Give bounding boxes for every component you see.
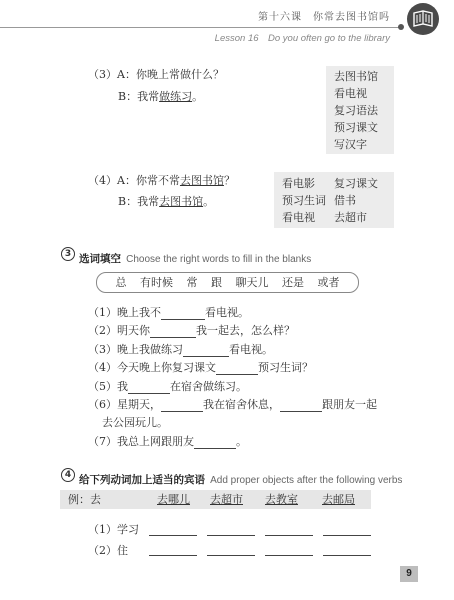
sentence-number: （3） [88, 343, 117, 356]
q3-b-post: 。 [192, 90, 204, 103]
header-rule-dot [398, 24, 404, 30]
sentence-text: 跟朋友一起 [322, 398, 377, 411]
item-verb: 住 [117, 544, 128, 557]
page-number: 9 [400, 566, 418, 582]
q4-b-pre: 我常 [137, 195, 160, 208]
sentence-text: 我总上网跟朋友 [117, 435, 194, 448]
q3-b-label: B： [118, 90, 138, 103]
box1-item: 去图书馆 [334, 70, 378, 83]
sentence-text: 今天晚上你复习课文 [117, 361, 216, 374]
box1-item: 看电视 [334, 87, 367, 100]
box1-item: 预习课文 [334, 121, 378, 134]
box2-row [282, 209, 394, 226]
section-3-number: 3 [61, 247, 75, 261]
answer-blank[interactable] [183, 344, 229, 357]
substitution-box-1 [326, 66, 394, 154]
box1-item: 写汉字 [334, 138, 367, 151]
q3-a-text: 你晚上常做什么？ [135, 68, 224, 81]
section-3-heading [79, 247, 311, 266]
sentence-text: 我 [117, 380, 128, 393]
q4-b-answer: 去图书馆 [159, 195, 204, 208]
q3-number: （3） [88, 68, 117, 81]
sentence-text: 晚上我不 [117, 306, 161, 319]
answer-blank[interactable] [161, 399, 203, 412]
section-4-title-cn: 给下列动词加上适当的宾语 [79, 474, 205, 486]
sentence-text: 预习生词？ [258, 361, 313, 374]
sentence-text: 星期天， [117, 398, 161, 411]
sentence-number: （4） [88, 361, 117, 374]
q4-a-post: ？ [223, 174, 235, 187]
answer-line[interactable] [265, 554, 313, 556]
fill-sentence-4 [88, 359, 313, 375]
sentence-number: （7） [88, 435, 117, 448]
word-bank-item: 聊天儿 [235, 276, 269, 289]
word-bank-item: 有时候 [140, 276, 173, 289]
fill-sentence-1 [88, 304, 249, 320]
word-bank [96, 272, 359, 293]
answer-blank[interactable] [194, 436, 236, 449]
fill-sentence-6 [88, 396, 377, 412]
sentence-text: 在宿舍做练习。 [170, 380, 247, 393]
sentence-text: 看电视。 [205, 306, 249, 319]
fill-sentence-5 [88, 378, 247, 394]
item-verb: 学习 [117, 523, 139, 536]
box2-item: 去超市 [334, 211, 367, 224]
q4-a-pre: 你常不常 [135, 174, 180, 187]
answer-line[interactable] [149, 534, 197, 536]
example-label: 例：去 [68, 493, 101, 506]
answer-line[interactable] [265, 534, 313, 536]
answer-blank[interactable] [280, 399, 322, 412]
sentence-text: 看电视。 [229, 343, 273, 356]
section-4-title-en: Add proper objects after the following verbs [210, 475, 403, 486]
example-bar [60, 490, 371, 509]
box2-item: 看电视 [282, 211, 315, 224]
book-logo-icon [407, 3, 439, 35]
header-rule [0, 27, 401, 28]
q4-b-post: 。 [203, 195, 215, 208]
fill-sentence-6-continued: 去公园玩儿。 [102, 416, 168, 429]
answer-line[interactable] [323, 534, 371, 536]
sentence-text: 我一起去，怎么样？ [196, 324, 295, 337]
substitution-box-2 [274, 172, 394, 228]
verb-item-2 [88, 542, 128, 558]
sentence-text: 。 [236, 435, 247, 448]
q4-b-label: B： [118, 195, 138, 208]
fill-sentence-7 [88, 433, 247, 449]
sentence-number: （1） [88, 306, 117, 319]
example-item: 去邮局 [322, 493, 355, 506]
lesson-title-cn: 第十六课 你常去图书馆吗 [258, 12, 390, 23]
item-number: （2） [88, 544, 117, 557]
section-4-heading [79, 468, 402, 487]
fill-sentence-2 [88, 322, 295, 338]
q3-b-pre: 我常 [137, 90, 160, 103]
answer-line[interactable] [207, 554, 255, 556]
section-3-title-en: Choose the right words to fill in the blanks [126, 254, 312, 265]
q4-line-a [88, 172, 235, 188]
sentence-number: （5） [88, 380, 117, 393]
word-bank-item: 还是 [282, 276, 304, 289]
example-item: 去哪儿 [157, 493, 190, 506]
word-bank-item: 跟 [211, 276, 222, 289]
sentence-number: （2） [88, 324, 117, 337]
answer-line[interactable] [207, 534, 255, 536]
q4-line-b [118, 193, 214, 209]
word-bank-item: 总 [115, 276, 127, 289]
q3-line-a [88, 66, 224, 82]
sentence-text: 明天你 [117, 324, 150, 337]
sentence-text: 我在宿舍休息， [203, 398, 280, 411]
answer-line[interactable] [323, 554, 371, 556]
box2-item: 复习课文 [334, 177, 378, 190]
example-item: 去教室 [265, 493, 298, 506]
section-4-number: 4 [61, 468, 75, 482]
lesson-title-en: Lesson 16 Do you often go to the library [214, 33, 390, 44]
q4-number: （4） [88, 174, 117, 187]
answer-blank[interactable] [150, 325, 196, 338]
word-bank-item: 或者 [317, 276, 340, 289]
answer-blank[interactable] [216, 362, 258, 375]
example-item: 去超市 [210, 493, 243, 506]
q4-a-answer: 去图书馆 [179, 174, 224, 187]
box2-item: 预习生词 [282, 194, 326, 207]
sentence-number: （6） [88, 398, 117, 411]
fill-sentence-3 [88, 341, 273, 357]
item-number: （1） [88, 523, 117, 536]
q3-a-label: A： [117, 68, 136, 81]
sentence-text: 晚上我做练习 [117, 343, 183, 356]
box2-item: 借书 [334, 194, 356, 207]
word-bank-item: 常 [186, 276, 198, 289]
section-3-title-cn: 选词填空 [79, 253, 121, 265]
answer-blank[interactable] [161, 307, 205, 320]
q3-b-answer: 做练习 [159, 90, 193, 103]
verb-item-1 [88, 521, 139, 537]
q3-line-b [118, 88, 203, 104]
box2-item: 看电影 [282, 177, 315, 190]
box2-row [282, 175, 394, 192]
box1-item: 复习语法 [334, 104, 378, 117]
answer-blank[interactable] [128, 381, 170, 394]
q4-a-label: A： [117, 174, 136, 187]
box2-row [282, 192, 394, 209]
answer-line[interactable] [149, 554, 197, 556]
